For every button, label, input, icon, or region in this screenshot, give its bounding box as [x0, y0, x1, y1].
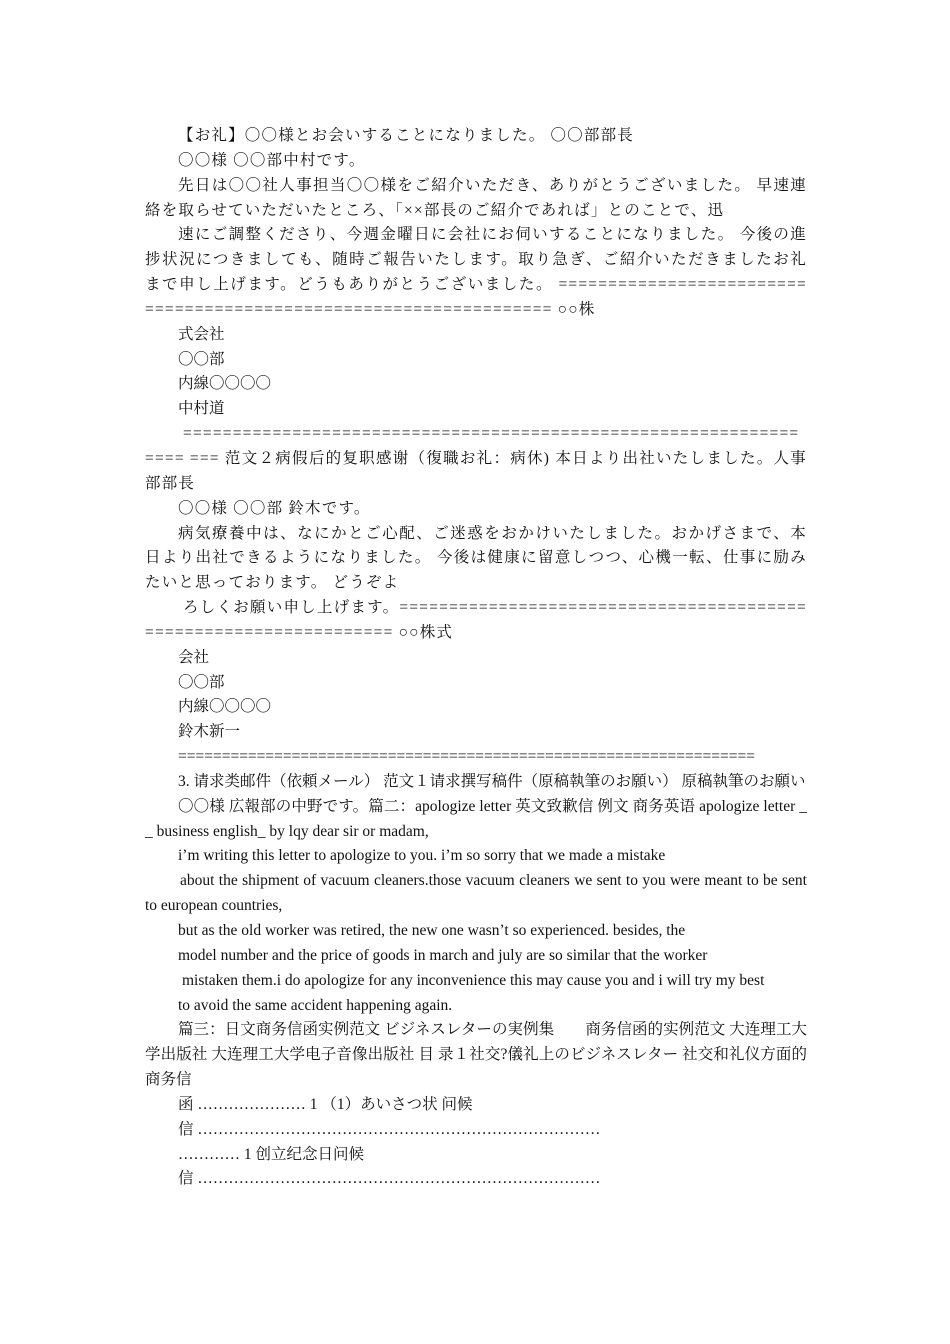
paragraph: ================================================================== === 范文２病假后的复职感谢（復職お礼：病休) 本日より出社いたしました。人事部部長 — [145, 425, 807, 492]
toc-line: 函 ………………… 1 （1）あいさつ状 问候 — [178, 1095, 473, 1113]
signature-line: 内線〇〇〇〇 — [178, 375, 272, 393]
signature-line: 中村道 — [178, 400, 225, 418]
signature-line: 〇〇部 — [178, 350, 225, 368]
paragraph: 〇〇様 〇〇部 鈴木です。 — [178, 499, 371, 517]
paragraph: 速にご調整くださり、今週金曜日に会社にお伺いすることになりました。 今後の進捗状況につきましても、随時ご報告いたします。取り急ぎ、ご紹介いただきましたお礼まで申し上げます。どうもありがとうございました。 ================================================================== ○○株 — [145, 226, 807, 318]
signature-line: 鈴木新一 — [178, 723, 241, 741]
signature-line: 〇〇部 — [178, 673, 225, 691]
signature-line: 内線〇〇〇〇 — [178, 698, 272, 716]
paragraph: 先日は〇〇社人事担当〇〇様をご紹介いただき、ありがとうございました。 早速連絡を取らせていただいたところ、「××部長のご紹介であれば」とのことで、迅 — [145, 176, 807, 219]
paragraph: 【お礼】〇〇様とお会いすることになりました。 〇〇部部長 — [178, 127, 634, 144]
paragraph: 〇〇様 〇〇部中村です。 — [178, 151, 366, 169]
separator-line: ================================================================== — [178, 748, 755, 766]
signature-line: 式会社 — [178, 325, 225, 343]
paragraph: but as the old worker was retired, the new one wasn’t so experienced. besides, the — [178, 922, 686, 939]
document-page — [145, 124, 807, 1192]
paragraph: 3. 请求类邮件（依頼メール） 范文１请求撰写稿件（原稿執筆のお願い） 原稿執筆のお願い — [178, 772, 806, 790]
toc-line: 信 …………………………………………………………………… — [178, 1170, 601, 1188]
paragraph: i’m writing this letter to apologize to you. i’m so sorry that we made a mistake — [178, 847, 666, 865]
paragraph: about the shipment of vacuum cleaners.those vacuum cleaners we sent to you were meant to be sent to european countries, — [145, 872, 807, 915]
toc-line: 信 …………………………………………………………………… — [178, 1120, 601, 1138]
signature-line: 会社 — [178, 648, 210, 666]
toc-line: ………… 1 创立纪念日问候 — [178, 1145, 365, 1163]
paragraph: 〇〇様 広報部の中野です。篇二：apologize letter 英文致歉信 例文 商务英语 apologize letter __ business english_ by lqy dear sir or madam, — [145, 797, 807, 840]
paragraph: 病気療養中は、なにかとご心配、ご迷惑をおかけいたしました。おかげさまで、本日より出社できるようになりました。 今後は健康に留意しつつ、心機一転、仕事に励みたいと思っております。 どうぞよ — [145, 524, 807, 592]
paragraph: 篇三：日文商务信函实例范文 ビジネスレターの実例集 商务信函的实例范文 大连理工大学出版社 大连理工大学电子音像出版社 目 录１社交?儀礼上のビジネスレター 社交和礼仪方面的商务信 — [145, 1021, 807, 1089]
paragraph: to avoid the same accident happening again. — [178, 996, 453, 1014]
paragraph: mistaken them.i do apologize for any inconvenience this may cause you and i will try my best — [182, 971, 765, 989]
paragraph: model number and the price of goods in march and july are so similar that the worker — [178, 946, 708, 964]
paragraph: ろしくお願い申し上げます。================================================================== ○○株式 — [145, 599, 807, 641]
